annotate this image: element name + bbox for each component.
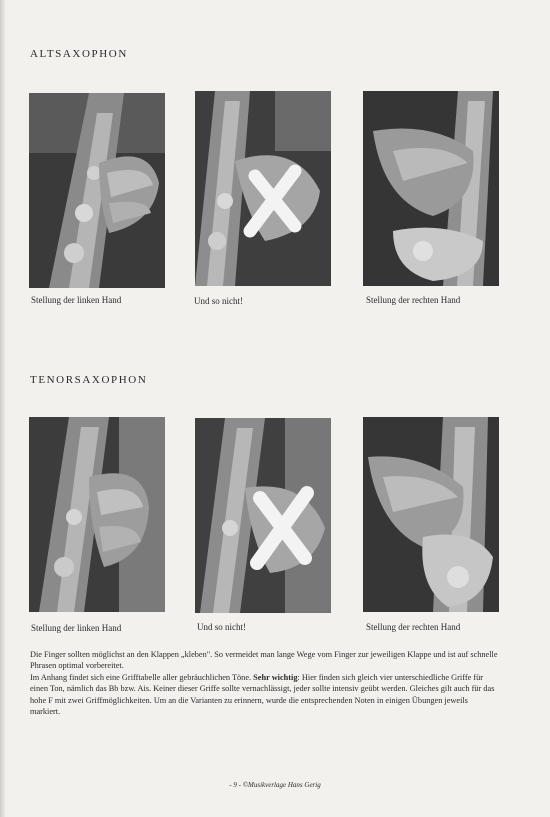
paragraph-fingering-chart-intro: Im Anhang findet sich eine Grifftabelle aller gebräuchlichen Töne. xyxy=(30,672,254,682)
paragraph-fingering-chart xyxy=(30,672,500,718)
paragraph-fingering-chart-rest: : Hier finden sich gleich vier unterschiedliche Griffe für einen Ton, nämlich das Bb bzw. Ais. Keiner dieser Griffe sollte vernachlässigt, jeder sollte intensiv geübt werden. Gleiches gilt auch für das hohe F mit zwei Griffmöglichkeiten. Um an die Varianten zu erinnern, wurde die entsprechenden Noten in einigen Übungen jeweils markiert. xyxy=(30,672,495,717)
caption-alto-wrong: Und so nicht! xyxy=(194,296,243,306)
photo-alto-wrong xyxy=(195,91,331,286)
section-title-tenorsaxophon: TENORSAXOPHON xyxy=(30,374,148,386)
page-footer: - 9 - ©Musikverlage Hans Gerig xyxy=(229,781,321,789)
caption-alto-right: Stellung der rechten Hand xyxy=(366,295,461,305)
caption-tenor-right: Stellung der rechten Hand xyxy=(366,622,461,632)
page-edge-shadow xyxy=(0,0,6,817)
paragraph-fingers: Die Finger sollten möglichst an den Klappen „kleben". So vermeidet man lange Wege vom Finger zur jeweiligen Klappe und ist auf schnelle Phrasen optimal vorbereitet. xyxy=(30,650,498,671)
photo-alto-right-hand xyxy=(363,91,499,286)
section-title-altsaxophon: ALTSAXOPHON xyxy=(30,48,128,60)
photo-tenor-wrong xyxy=(195,418,331,613)
important-note: Sehr wichtig xyxy=(253,672,298,682)
photo-alto-left-hand xyxy=(29,93,165,288)
caption-tenor-wrong: Und so nicht! xyxy=(197,622,246,632)
photo-tenor-right-hand xyxy=(363,417,499,612)
caption-alto-left: Stellung der linken Hand xyxy=(31,295,122,305)
photo-tenor-left-hand xyxy=(29,417,165,612)
body-text xyxy=(30,649,500,717)
caption-tenor-left: Stellung der linken Hand xyxy=(31,623,122,633)
